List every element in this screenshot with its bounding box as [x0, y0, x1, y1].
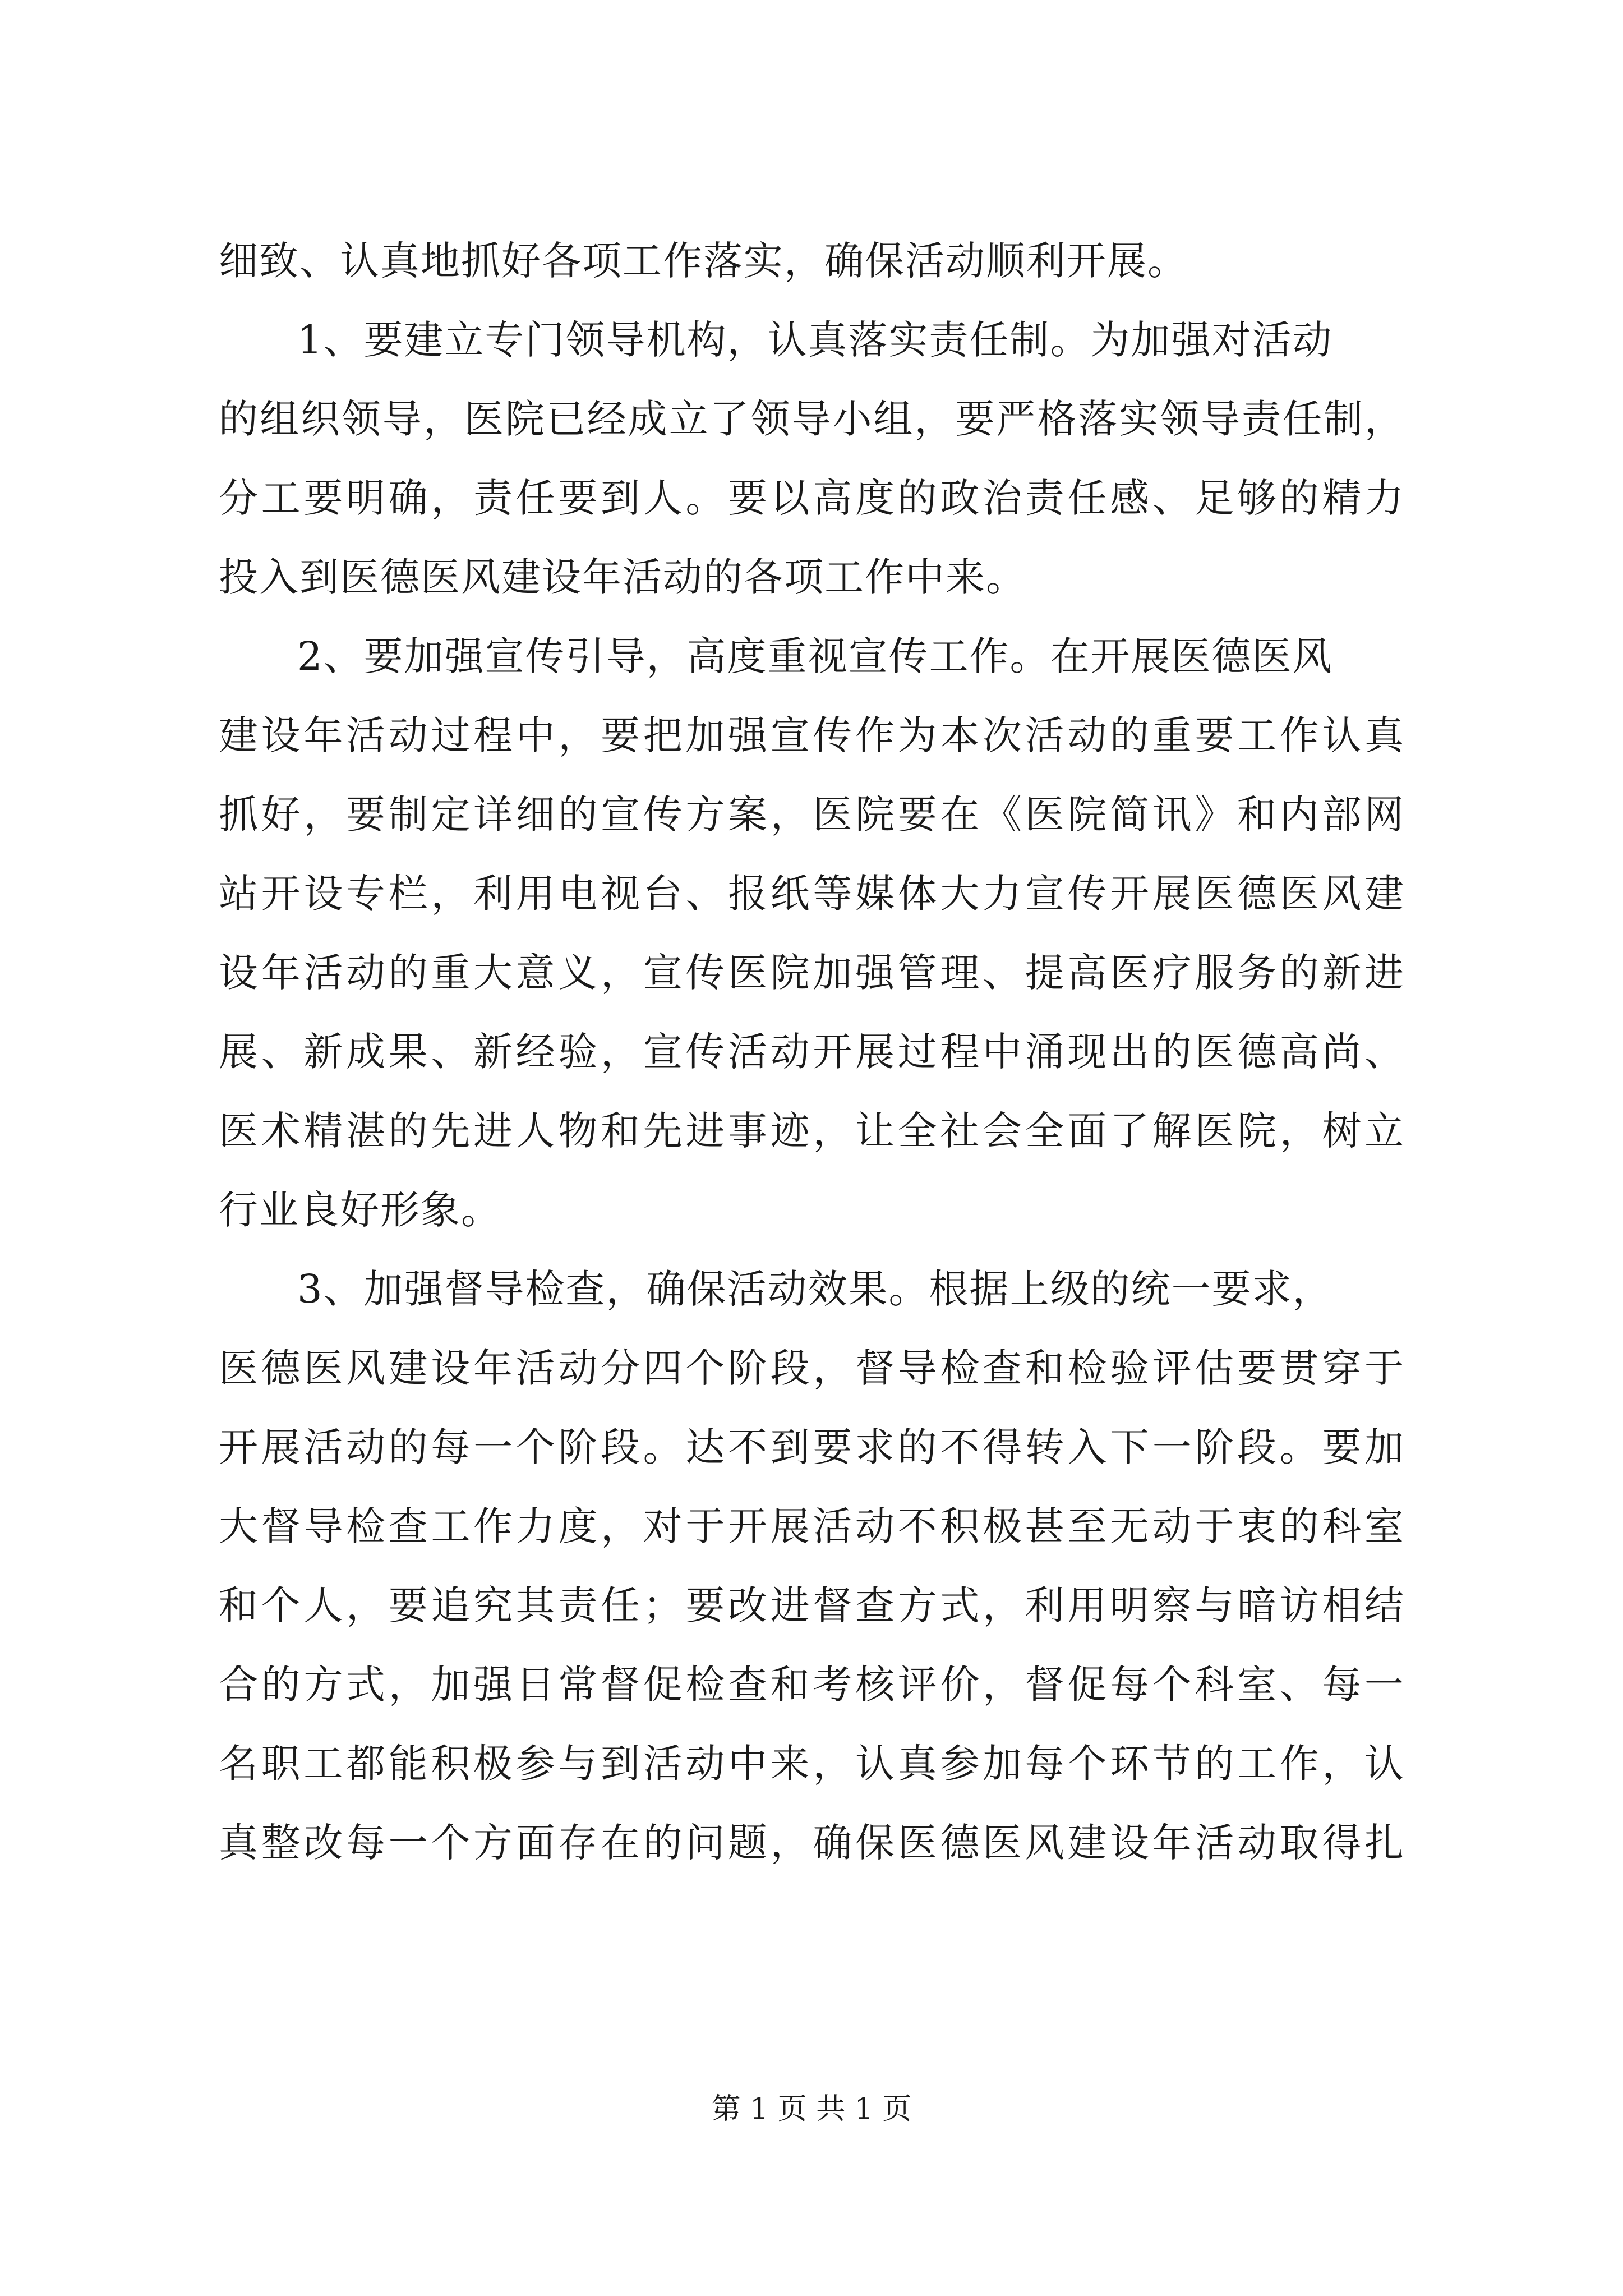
document-body: [219, 222, 1405, 1883]
text-line: 投入到医德医风建设年活动的各项工作中来。: [219, 554, 1026, 600]
text-line: 医德医风建设年活动分四个阶段，督导检查和检验评估要贯穿于: [219, 1345, 1405, 1391]
text-line: 抓好，要制定详细的宣传方案，医院要在《医院简讯》和内部网: [219, 792, 1405, 838]
text-line: 展、新成果、新经验，宣传活动开展过程中涌现出的医德高尚、: [219, 1029, 1405, 1075]
text-line: 建设年活动过程中，要把加强宣传作为本次活动的重要工作认真: [219, 712, 1405, 758]
text-line: 大督导检查工作力度，对于开展活动不积极甚至无动于衷的科室: [219, 1503, 1405, 1549]
text-line: 名职工都能积极参与到活动中来，认真参加每个环节的工作，认: [219, 1741, 1405, 1787]
text-line: 设年活动的重大意义，宣传医院加强管理、提高医疗服务的新进: [219, 950, 1405, 996]
text-line: 细致、认真地抓好各项工作落实，确保活动顺利开展。: [219, 238, 1188, 284]
text-line: 行业良好形象。: [219, 1187, 501, 1233]
paragraph-1-start: 1、要建立专门领导机构，认真落实责任制。为加强对活动: [297, 317, 1333, 363]
text-line: 站开设专栏，利用电视台、报纸等媒体大力宣传开展医德医风建: [219, 871, 1405, 917]
text-line: 开展活动的每一个阶段。达不到要求的不得转入下一阶段。要加: [219, 1424, 1405, 1470]
paragraph-2-start: 2、要加强宣传引导，高度重视宣传工作。在开展医德医风: [297, 633, 1333, 679]
paragraph-3-start: 3、加强督导检查，确保活动效果。根据上级的统一要求，: [297, 1266, 1333, 1312]
text-line: 医术精湛的先进人物和先进事迹，让全社会全面了解医院，树立: [219, 1108, 1405, 1154]
text-line: 分工要明确，责任要到人。要以高度的政治责任感、足够的精力: [219, 475, 1405, 521]
text-line: 和个人，要追究其责任；要改进督查方式，利用明察与暗访相结: [219, 1582, 1405, 1628]
text-line: 的组织领导，医院已经成立了领导小组，要严格落实领导责任制，: [219, 396, 1405, 442]
page-footer: 第 1 页 共 1 页: [711, 2092, 912, 2126]
text-line: 真整改每一个方面存在的问题，确保医德医风建设年活动取得扎: [219, 1820, 1405, 1866]
text-line: 合的方式，加强日常督促检查和考核评价，督促每个科室、每一: [219, 1662, 1405, 1708]
